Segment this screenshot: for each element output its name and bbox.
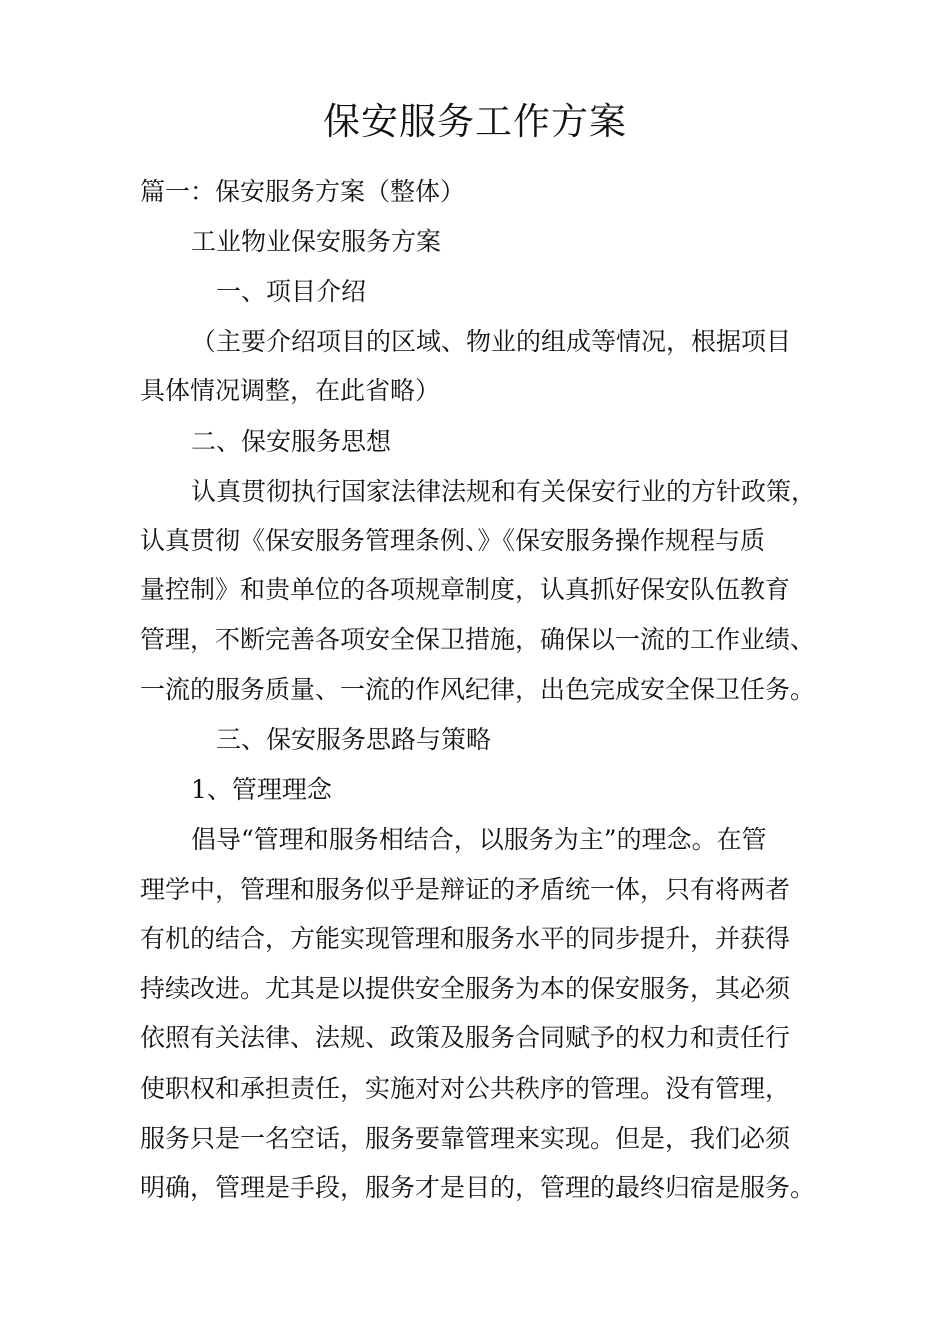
paragraph-line: 明确，管理是手段，服务才是目的，管理的最终归宿是服务。 [140, 1173, 816, 1202]
paragraph-line: 认真贯彻《保安服务管理条例、》《保安服务操作规程与质 [140, 526, 766, 555]
paragraph-line: 具体情况调整，在此省略） [140, 376, 441, 405]
section-heading-part-one: 篇一：保安服务方案（整体） [140, 177, 466, 206]
heading-management-concept: 1、管理理念 [191, 775, 332, 804]
paragraph-line: 依照有关法律、法规、政策及服务合同赋予的权力和责任行 [140, 1023, 791, 1052]
paragraph-line: 倡导“管理和服务相结合，以服务为主”的理念。在管 [191, 825, 767, 854]
paragraph-line: 量控制》和贵单位的各项规章制度，认真抓好保安队伍教育 [140, 575, 791, 604]
paragraph-line: 服务只是一名空话，服务要靠管理来实现。但是，我们必须 [140, 1124, 791, 1153]
paragraph-line: （主要介绍项目的区域、物业的组成等情况，根据项目 [191, 327, 792, 356]
paragraph-line: 一流的服务质量、一流的作风纪律，出色完成安全保卫任务。 [140, 675, 816, 704]
paragraph-line: 理学中，管理和服务似乎是辩证的矛盾统一体，只有将两者 [140, 875, 791, 904]
paragraph-line: 有机的结合，方能实现管理和服务水平的同步提升，并获得 [140, 924, 791, 953]
paragraph-line: 使职权和承担责任，实施对对公共秩序的管理。没有管理， [140, 1074, 791, 1103]
heading-service-philosophy: 二、保安服务思想 [191, 427, 392, 456]
document-title: 保安服务工作方案 [323, 100, 627, 143]
paragraph-line: 认真贯彻执行国家法律法规和有关保安行业的方针政策， [191, 477, 817, 506]
heading-project-intro: 一、项目介绍 [216, 277, 367, 306]
heading-service-strategy: 三、保安服务思路与策略 [216, 725, 492, 754]
paragraph-line: 管理，不断完善各项安全保卫措施，确保以一流的工作业绩、 [140, 625, 816, 654]
paragraph-line: 持续改进。尤其是以提供安全服务为本的保安服务，其必须 [140, 974, 791, 1003]
plan-subtitle: 工业物业保安服务方案 [191, 227, 442, 256]
